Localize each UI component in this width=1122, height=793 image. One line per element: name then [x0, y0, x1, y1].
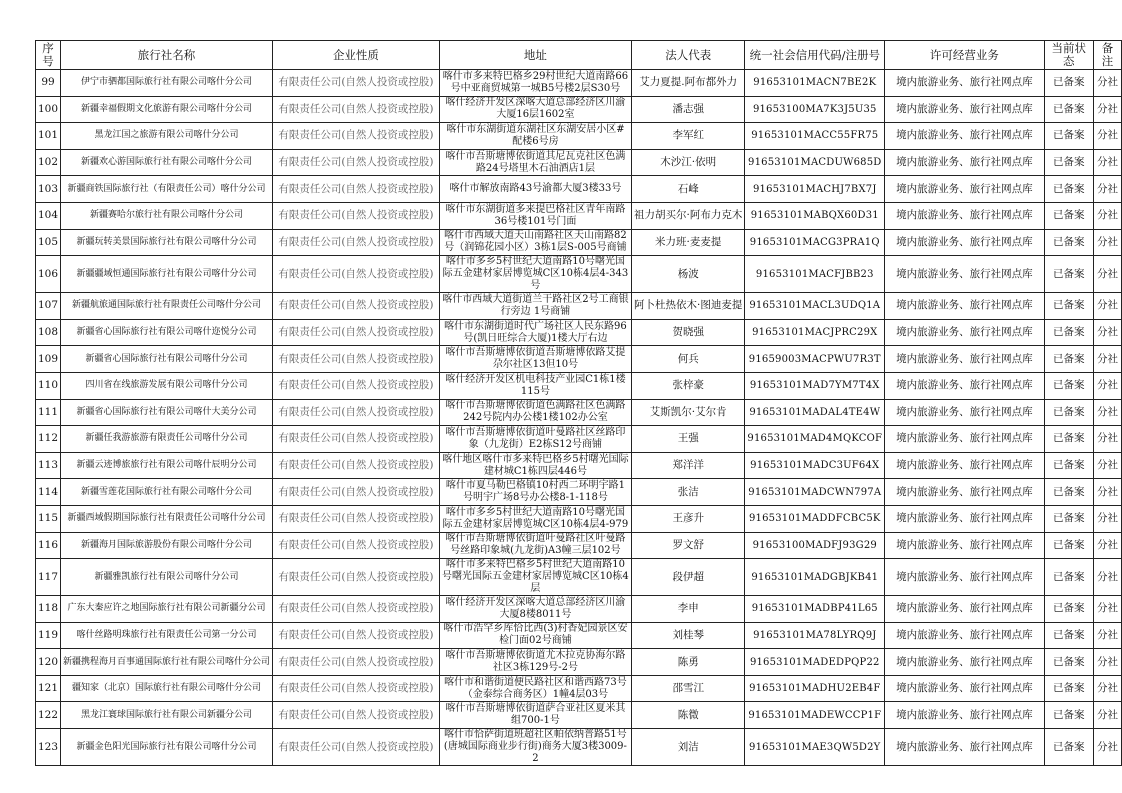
table-row	[36, 123, 1122, 150]
address-cell: 喀什市多来特巴格乡29村世纪大道南路66号中亚商贸城第一城B5号楼2层S30号	[439, 70, 631, 97]
row-seq-cell: 113	[36, 452, 61, 479]
credit-code-cell: 91653101MACDUW685D	[745, 149, 885, 176]
legal-rep-cell: 罗文舒	[632, 532, 745, 559]
remark-cell: 分社	[1094, 559, 1122, 596]
company-type-cell: 有限责任公司(自然人投资或控股)	[273, 372, 440, 399]
table-row	[36, 622, 1122, 649]
header-row	[36, 41, 1122, 70]
row-seq-cell: 108	[36, 319, 61, 346]
legal-rep-cell: 郑洋洋	[632, 452, 745, 479]
address-cell: 喀什市浩罕乡库恰比西(3)村香妃园景区安检门面02号商铺	[439, 622, 631, 649]
legal-rep-cell: 贺晓强	[632, 319, 745, 346]
agency-name-cell: 伊宁市驷都国际旅行社有限公司喀什分公司	[61, 70, 273, 97]
row-seq-cell: 112	[36, 426, 61, 453]
status-cell: 已备案	[1044, 319, 1094, 346]
address-cell: 喀什市东湖街道东湖社区东湖安居小区#配楼6号房	[439, 123, 631, 150]
business-scope-cell: 境内旅游业务、旅行社网点库	[885, 293, 1044, 320]
credit-code-cell: 91653101MAD7YM7T4X	[745, 372, 885, 399]
address-cell: 喀什市吾斯塘博依街道叶曼路社区叶曼路号丝路印象城(九龙街)A3幢三层102号	[439, 532, 631, 559]
remark-cell: 分社	[1094, 202, 1122, 229]
status-cell: 已备案	[1044, 479, 1094, 506]
agency-name-cell: 广东大秦应许之地国际旅行社有限公司新疆分公司	[61, 596, 273, 623]
business-scope-cell: 境内旅游业务、旅行社网点库	[885, 202, 1044, 229]
credit-code-cell: 91653101MAE3QW5D2Y	[745, 729, 885, 766]
credit-code-cell: 91653101MADEWCCP1F	[745, 702, 885, 729]
legal-rep-cell: 艾斯凯尔·艾尔肯	[632, 399, 745, 426]
remark-cell: 分社	[1094, 96, 1122, 123]
header-credit-code: 统一社会信用代码/注册号	[745, 41, 885, 70]
status-cell: 已备案	[1044, 452, 1094, 479]
legal-rep-cell: 石峰	[632, 176, 745, 203]
company-type-cell: 有限责任公司(自然人投资或控股)	[273, 675, 440, 702]
status-cell: 已备案	[1044, 229, 1094, 256]
address-cell: 喀什市西域大道街道兰干路社区2号工商银行旁边 1号商铺	[439, 293, 631, 320]
remark-cell: 分社	[1094, 319, 1122, 346]
header-agency-name: 旅行社名称	[61, 41, 273, 70]
company-type-cell: 有限责任公司(自然人投资或控股)	[273, 622, 440, 649]
row-seq-cell: 111	[36, 399, 61, 426]
credit-code-cell: 91653101MABQX60D31	[745, 202, 885, 229]
company-type-cell: 有限责任公司(自然人投资或控股)	[273, 729, 440, 766]
table-row	[36, 399, 1122, 426]
business-scope-cell: 境内旅游业务、旅行社网点库	[885, 532, 1044, 559]
credit-code-cell: 91653101MACHJ7BX7J	[745, 176, 885, 203]
status-cell: 已备案	[1044, 346, 1094, 373]
legal-rep-cell: 祖力胡买尔·阿布力克木	[632, 202, 745, 229]
credit-code-cell: 91653101MACFJBB23	[745, 256, 885, 293]
legal-rep-cell: 潘志强	[632, 96, 745, 123]
agency-name-cell: 新疆海月国际旅游股份有限公司喀什分公司	[61, 532, 273, 559]
table-row	[36, 452, 1122, 479]
business-scope-cell: 境内旅游业务、旅行社网点库	[885, 372, 1044, 399]
agency-name-cell: 黑龙江寰球国际旅行社有限公司新疆分公司	[61, 702, 273, 729]
credit-code-cell: 91653100MA7K3J5U35	[745, 96, 885, 123]
status-cell: 已备案	[1044, 702, 1094, 729]
remark-cell: 分社	[1094, 532, 1122, 559]
address-cell: 喀什市东湖街道时代广场社区人民东路96号(凯日旺综合大厦)1楼大厅右边	[439, 319, 631, 346]
agency-name-cell: 新疆欢心游国际旅行社有限公司喀什分公司	[61, 149, 273, 176]
address-cell: 喀什市东湖街道多来提巴格社区青年南路36号楼101号门面	[439, 202, 631, 229]
row-seq-cell: 114	[36, 479, 61, 506]
agency-name-cell: 新疆疆域恒通国际旅行社有限公司喀什分公司	[61, 256, 273, 293]
company-type-cell: 有限责任公司(自然人投资或控股)	[273, 346, 440, 373]
business-scope-cell: 境内旅游业务、旅行社网点库	[885, 70, 1044, 97]
status-cell: 已备案	[1044, 96, 1094, 123]
status-cell: 已备案	[1044, 149, 1094, 176]
remark-cell: 分社	[1094, 702, 1122, 729]
table-row	[36, 649, 1122, 676]
remark-cell: 分社	[1094, 256, 1122, 293]
legal-rep-cell: 李军红	[632, 123, 745, 150]
address-cell: 喀什经济开发区深喀大道总部经济区川渝大厦16层1602室	[439, 96, 631, 123]
row-seq-cell: 117	[36, 559, 61, 596]
table-row	[36, 293, 1122, 320]
business-scope-cell: 境内旅游业务、旅行社网点库	[885, 399, 1044, 426]
legal-rep-cell: 何兵	[632, 346, 745, 373]
status-cell: 已备案	[1044, 649, 1094, 676]
status-cell: 已备案	[1044, 372, 1094, 399]
header-address: 地址	[439, 41, 631, 70]
company-type-cell: 有限责任公司(自然人投资或控股)	[273, 426, 440, 453]
legal-rep-cell: 米力班·麦麦提	[632, 229, 745, 256]
remark-cell: 分社	[1094, 596, 1122, 623]
credit-code-cell: 91653101MACL3UDQ1A	[745, 293, 885, 320]
table-row	[36, 319, 1122, 346]
address-cell: 喀什地区喀什市多来特巴格乡5村曙光国际建材城C1栋四层446号	[439, 452, 631, 479]
company-type-cell: 有限责任公司(自然人投资或控股)	[273, 256, 440, 293]
legal-rep-cell: 王强	[632, 426, 745, 453]
status-cell: 已备案	[1044, 559, 1094, 596]
credit-code-cell: 91653101MACG3PRA1Q	[745, 229, 885, 256]
status-cell: 已备案	[1044, 596, 1094, 623]
address-cell: 喀什市吾斯塘博依街道叶曼路社区丝路印象（九龙街）E2栋S12号商铺	[439, 426, 631, 453]
row-seq-cell: 115	[36, 505, 61, 532]
legal-rep-cell: 邵雪江	[632, 675, 745, 702]
address-cell: 喀什市吾斯塘博依街道色满路社区色满路242号院内办公楼1楼102办公室	[439, 399, 631, 426]
header-remark: 备注	[1094, 41, 1122, 70]
business-scope-cell: 境内旅游业务、旅行社网点库	[885, 149, 1044, 176]
credit-code-cell: 91653101MADC3UF64X	[745, 452, 885, 479]
business-scope-cell: 境内旅游业务、旅行社网点库	[885, 479, 1044, 506]
address-cell: 喀什市夏马勒巴格镇10村西二环明宇路1号明宇广场8号办公楼8-1-118号	[439, 479, 631, 506]
remark-cell: 分社	[1094, 452, 1122, 479]
business-scope-cell: 境内旅游业务、旅行社网点库	[885, 96, 1044, 123]
status-cell: 已备案	[1044, 176, 1094, 203]
agency-name-cell: 新疆省心国际旅行社有限公司喀什分公司	[61, 346, 273, 373]
address-cell: 喀什经济开发区机电科技产业园C1栋1楼115号	[439, 372, 631, 399]
row-seq-cell: 116	[36, 532, 61, 559]
agency-name-cell: 新疆携程海月百事通国际旅行社有限公司喀什分公司	[61, 649, 273, 676]
company-type-cell: 有限责任公司(自然人投资或控股)	[273, 649, 440, 676]
table-body	[36, 70, 1122, 766]
address-cell: 喀什市吾斯塘博依街道萨合亚社区夏米其组700-1号	[439, 702, 631, 729]
business-scope-cell: 境内旅游业务、旅行社网点库	[885, 559, 1044, 596]
legal-rep-cell: 王彦升	[632, 505, 745, 532]
status-cell: 已备案	[1044, 256, 1094, 293]
status-cell: 已备案	[1044, 675, 1094, 702]
travel-agency-table	[35, 40, 1122, 766]
company-type-cell: 有限责任公司(自然人投资或控股)	[273, 532, 440, 559]
company-type-cell: 有限责任公司(自然人投资或控股)	[273, 399, 440, 426]
company-type-cell: 有限责任公司(自然人投资或控股)	[273, 452, 440, 479]
table-row	[36, 202, 1122, 229]
agency-name-cell: 新疆雅凯旅行社有限公司喀什分公司	[61, 559, 273, 596]
agency-name-cell: 喀什丝路明珠旅行社有限责任公司第一分公司	[61, 622, 273, 649]
business-scope-cell: 境内旅游业务、旅行社网点库	[885, 176, 1044, 203]
address-cell: 喀什市多来特巴格乡5村世纪大道南路10号曙光国际五金建材家居博览城C区10栋4层	[439, 559, 631, 596]
agency-name-cell: 新疆金色阳光国际旅行社有限公司喀什分公司	[61, 729, 273, 766]
legal-rep-cell: 陈勇	[632, 649, 745, 676]
agency-name-cell: 新疆雪莲花国际旅行社有限公司喀什分公司	[61, 479, 273, 506]
credit-code-cell: 91653101MADGBJKB41	[745, 559, 885, 596]
agency-name-cell: 疆知家（北京）国际旅行社有限公司喀什分公司	[61, 675, 273, 702]
remark-cell: 分社	[1094, 649, 1122, 676]
status-cell: 已备案	[1044, 426, 1094, 453]
remark-cell: 分社	[1094, 70, 1122, 97]
company-type-cell: 有限责任公司(自然人投资或控股)	[273, 176, 440, 203]
row-seq-cell: 105	[36, 229, 61, 256]
row-seq-cell: 103	[36, 176, 61, 203]
row-seq-cell: 109	[36, 346, 61, 373]
header-legal-rep: 法人代表	[632, 41, 745, 70]
table-row	[36, 702, 1122, 729]
credit-code-cell: 91653101MADCWN797A	[745, 479, 885, 506]
company-type-cell: 有限责任公司(自然人投资或控股)	[273, 559, 440, 596]
table-row	[36, 70, 1122, 97]
header-status: 当前状态	[1044, 41, 1094, 70]
agency-name-cell: 新疆省心国际旅行社有限公司喀什大美分公司	[61, 399, 273, 426]
credit-code-cell: 91653101MA78LYRQ9J	[745, 622, 885, 649]
agency-name-cell: 新疆西域假期国际旅行社有限责任公司喀什分公司	[61, 505, 273, 532]
credit-code-cell: 91653101MADBP41L65	[745, 596, 885, 623]
row-seq-cell: 110	[36, 372, 61, 399]
table-row	[36, 372, 1122, 399]
status-cell: 已备案	[1044, 622, 1094, 649]
table-row	[36, 559, 1122, 596]
row-seq-cell: 107	[36, 293, 61, 320]
legal-rep-cell: 木沙江·依明	[632, 149, 745, 176]
agency-name-cell: 新疆玩转美景国际旅行社有限公司喀什分公司	[61, 229, 273, 256]
company-type-cell: 有限责任公司(自然人投资或控股)	[273, 70, 440, 97]
credit-code-cell: 91659003MACPWU7R3T	[745, 346, 885, 373]
business-scope-cell: 境内旅游业务、旅行社网点库	[885, 505, 1044, 532]
legal-rep-cell: 陈微	[632, 702, 745, 729]
table-row	[36, 479, 1122, 506]
business-scope-cell: 境内旅游业务、旅行社网点库	[885, 426, 1044, 453]
address-cell: 喀什市多乡5村世纪大道南路10号曙光国际五金建材家居博览城C区10栋4层4-979	[439, 505, 631, 532]
agency-name-cell: 四川省在线旅游发展有限公司喀什分公司	[61, 372, 273, 399]
company-type-cell: 有限责任公司(自然人投资或控股)	[273, 479, 440, 506]
address-cell: 喀什市吾斯塘博依街道吾斯塘博依路艾提尕尔社区13但10号	[439, 346, 631, 373]
remark-cell: 分社	[1094, 293, 1122, 320]
legal-rep-cell: 段伊超	[632, 559, 745, 596]
row-seq-cell: 99	[36, 70, 61, 97]
business-scope-cell: 境内旅游业务、旅行社网点库	[885, 319, 1044, 346]
credit-code-cell: 91653101MACC55FR75	[745, 123, 885, 150]
row-seq-cell: 120	[36, 649, 61, 676]
row-seq-cell: 118	[36, 596, 61, 623]
legal-rep-cell: 刘洁	[632, 729, 745, 766]
business-scope-cell: 境内旅游业务、旅行社网点库	[885, 649, 1044, 676]
business-scope-cell: 境内旅游业务、旅行社网点库	[885, 123, 1044, 150]
company-type-cell: 有限责任公司(自然人投资或控股)	[273, 596, 440, 623]
business-scope-cell: 境内旅游业务、旅行社网点库	[885, 702, 1044, 729]
company-type-cell: 有限责任公司(自然人投资或控股)	[273, 505, 440, 532]
business-scope-cell: 境内旅游业务、旅行社网点库	[885, 675, 1044, 702]
agency-name-cell: 新疆任我游旅游有限责任公司喀什分公司	[61, 426, 273, 453]
remark-cell: 分社	[1094, 729, 1122, 766]
table-row	[36, 96, 1122, 123]
status-cell: 已备案	[1044, 202, 1094, 229]
legal-rep-cell: 李申	[632, 596, 745, 623]
credit-code-cell: 91653101MADDFCBC5K	[745, 505, 885, 532]
row-seq-cell: 122	[36, 702, 61, 729]
business-scope-cell: 境内旅游业务、旅行社网点库	[885, 729, 1044, 766]
agency-name-cell: 新疆航旅通国际旅行社有限责任公司喀什分公司	[61, 293, 273, 320]
remark-cell: 分社	[1094, 399, 1122, 426]
credit-code-cell: 91653100MADFJ93G29	[745, 532, 885, 559]
company-type-cell: 有限责任公司(自然人投资或控股)	[273, 123, 440, 150]
agency-name-cell: 新疆省心国际旅行社有限公司喀什迩悦分公司	[61, 319, 273, 346]
row-seq-cell: 101	[36, 123, 61, 150]
legal-rep-cell: 阿卜杜热依木·图迪麦提	[632, 293, 745, 320]
remark-cell: 分社	[1094, 479, 1122, 506]
agency-name-cell: 新疆云迹博旅旅行社有限公司喀什辰明分公司	[61, 452, 273, 479]
company-type-cell: 有限责任公司(自然人投资或控股)	[273, 149, 440, 176]
legal-rep-cell: 张梓豪	[632, 372, 745, 399]
table-row	[36, 675, 1122, 702]
remark-cell: 分社	[1094, 123, 1122, 150]
address-cell: 喀什市吾斯塘博依街道其尼瓦克社区色满路24号塔里木石油酒店1层	[439, 149, 631, 176]
address-cell: 喀什市解放南路43号渝都大厦3楼33号	[439, 176, 631, 203]
table-row	[36, 176, 1122, 203]
credit-code-cell: 91653101MADHU2EB4F	[745, 675, 885, 702]
table-row	[36, 346, 1122, 373]
credit-code-cell: 91653101MADAL4TE4W	[745, 399, 885, 426]
business-scope-cell: 境内旅游业务、旅行社网点库	[885, 229, 1044, 256]
row-seq-cell: 119	[36, 622, 61, 649]
header-company-type: 企业性质	[273, 41, 440, 70]
status-cell: 已备案	[1044, 729, 1094, 766]
agency-name-cell: 新疆商铁国际旅行社（有限责任公司）喀什分公司	[61, 176, 273, 203]
agency-name-cell: 新疆赛哈尔旅行社有限公司喀什分公司	[61, 202, 273, 229]
status-cell: 已备案	[1044, 70, 1094, 97]
address-cell: 喀什市西域大道天山南路社区天山南路82号（润锦花园小区）3栋1层S-005号商铺	[439, 229, 631, 256]
row-seq-cell: 102	[36, 149, 61, 176]
table-row	[36, 596, 1122, 623]
address-cell: 喀什市多乡5村世纪大道南路10号曙光国际五金建材家居博览城C区10栋4层4-343号	[439, 256, 631, 293]
business-scope-cell: 境内旅游业务、旅行社网点库	[885, 256, 1044, 293]
legal-rep-cell: 艾力夏提.阿布都外力	[632, 70, 745, 97]
legal-rep-cell: 张洁	[632, 479, 745, 506]
credit-code-cell: 91653101MACJPRC29X	[745, 319, 885, 346]
remark-cell: 分社	[1094, 675, 1122, 702]
address-cell: 喀什市和谐街道便民路社区和谐西路73号（金泰综合商务区）1幢4层03号	[439, 675, 631, 702]
table-row	[36, 229, 1122, 256]
table-row	[36, 729, 1122, 766]
company-type-cell: 有限责任公司(自然人投资或控股)	[273, 293, 440, 320]
remark-cell: 分社	[1094, 622, 1122, 649]
row-seq-cell: 100	[36, 96, 61, 123]
status-cell: 已备案	[1044, 293, 1094, 320]
company-type-cell: 有限责任公司(自然人投资或控股)	[273, 202, 440, 229]
remark-cell: 分社	[1094, 346, 1122, 373]
row-seq-cell: 106	[36, 256, 61, 293]
status-cell: 已备案	[1044, 532, 1094, 559]
remark-cell: 分社	[1094, 426, 1122, 453]
remark-cell: 分社	[1094, 505, 1122, 532]
remark-cell: 分社	[1094, 229, 1122, 256]
header-seq: 序号	[36, 41, 61, 70]
address-cell: 喀什市恰萨街道班超社区帕依纳普路51号(唐城国际商业步行街)商务大厦3楼3009-2	[439, 729, 631, 766]
status-cell: 已备案	[1044, 399, 1094, 426]
remark-cell: 分社	[1094, 176, 1122, 203]
credit-code-cell: 91653101MADEDPQP22	[745, 649, 885, 676]
company-type-cell: 有限责任公司(自然人投资或控股)	[273, 229, 440, 256]
legal-rep-cell: 杨波	[632, 256, 745, 293]
business-scope-cell: 境内旅游业务、旅行社网点库	[885, 596, 1044, 623]
row-seq-cell: 123	[36, 729, 61, 766]
address-cell: 喀什经济开发区深喀大道总部经济区川渝大厦8楼8011号	[439, 596, 631, 623]
business-scope-cell: 境内旅游业务、旅行社网点库	[885, 622, 1044, 649]
company-type-cell: 有限责任公司(自然人投资或控股)	[273, 702, 440, 729]
agency-name-cell: 新疆幸福假期文化旅游有限公司喀什分公司	[61, 96, 273, 123]
remark-cell: 分社	[1094, 149, 1122, 176]
row-seq-cell: 104	[36, 202, 61, 229]
company-type-cell: 有限责任公司(自然人投资或控股)	[273, 319, 440, 346]
status-cell: 已备案	[1044, 505, 1094, 532]
address-cell: 喀什市吾斯塘博依街道尤木拉克协海尔路社区3栋129号-2号	[439, 649, 631, 676]
business-scope-cell: 境内旅游业务、旅行社网点库	[885, 452, 1044, 479]
company-type-cell: 有限责任公司(自然人投资或控股)	[273, 96, 440, 123]
credit-code-cell: 91653101MACN7BE2K	[745, 70, 885, 97]
table-row	[36, 149, 1122, 176]
table-row	[36, 532, 1122, 559]
credit-code-cell: 91653101MAD4MQKCOF	[745, 426, 885, 453]
table-row	[36, 505, 1122, 532]
legal-rep-cell: 刘桂琴	[632, 622, 745, 649]
header-business-scope: 许可经营业务	[885, 41, 1044, 70]
remark-cell: 分社	[1094, 372, 1122, 399]
agency-name-cell: 黑龙江国之旅游有限公司喀什分公司	[61, 123, 273, 150]
row-seq-cell: 121	[36, 675, 61, 702]
table-row	[36, 256, 1122, 293]
status-cell: 已备案	[1044, 123, 1094, 150]
business-scope-cell: 境内旅游业务、旅行社网点库	[885, 346, 1044, 373]
table-row	[36, 426, 1122, 453]
